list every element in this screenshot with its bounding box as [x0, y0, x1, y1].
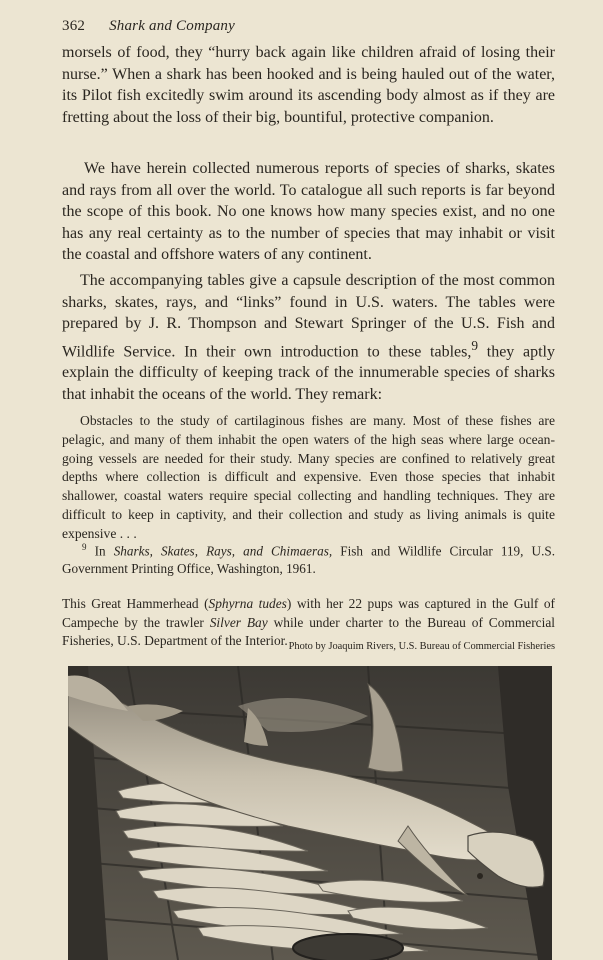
caption-part1: This Great Hammerhead (	[62, 596, 209, 611]
caption-vessel: Silver Bay	[209, 614, 268, 630]
page-number: 362	[62, 18, 86, 34]
caption-part2: ) with her 22 pups was captured in the Gulf of Campeche by the trawler	[62, 596, 556, 630]
photo-credit: Photo by Joaquim Rivers, U.S. Bureau of Commercial Fisheries	[288, 641, 555, 652]
footnote-rest: Fish and Wildlife Circular 119, U.S. Government Printing Office, Washington, 1961.	[62, 543, 556, 577]
footnote	[62, 538, 555, 578]
paragraph-pilot-fish: morsels of food, they “hurry back again like children afraid of losing their nurse.” When a shark has been hooked and is being hauled out of the water, its Pilot fish excitedly swim around its ascending body almost as if they are fretting about the loss of their big, bountiful, protective companion.	[62, 44, 555, 126]
footnote-reference: 9	[471, 337, 479, 353]
paragraph-tables-intro	[62, 270, 555, 405]
running-title: Shark and Company	[109, 18, 235, 34]
caption-species: Sphyrna tudes	[208, 596, 287, 611]
block-quote: Obstacles to the study of cartilaginous fishes are many. Most of these fishes are pelagic, and many of them inhabit the open waters of the high seas where large ocean-going vessels are needed for their study. Many species are confined to relatively great depths where collection is difficult and expensive. Even those species that inhabit shallower, coastal waters require special collecting and handling techniques. They are difficult to keep in captivity, and their collection and study as living animals is quite expensive . . .	[62, 413, 555, 541]
paragraph-tables-intro-rest: they aptly explain the difficulty of keeping track of the innumerable species of sharks that inhabit the oceans of the world. They remark:	[62, 342, 556, 403]
paragraph-tables-intro-text: The accompanying tables give a capsule description of the most common sharks, skates, rays, and “links” found in U.S. waters. The tables were prepared by J. R. Thompson and Stewart Springer of the U.S. Fish and Wildlife Service. In their own introduction to these tables,	[62, 272, 555, 360]
hammerhead-photo-image	[68, 666, 552, 960]
caption-part3: while under charter to the Bureau of Commercial Fisheries, U.S. Department of the Interior.	[62, 614, 555, 649]
running-head	[62, 18, 235, 35]
paragraph-species-reports: We have herein collected numerous reports of species of sharks, skates and rays from all over the world. To catalogue all such reports is far beyond the scope of this book. No one knows how many species exist, and no one has any real certainty as to the number of species that may inhabit or visit the coastal and offshore waters of any continent.	[62, 160, 555, 263]
footnote-marker: 9	[82, 542, 87, 552]
footnote-lead: In	[86, 543, 114, 559]
hammerhead-photo	[68, 666, 552, 960]
footnote-title: Sharks, Skates, Rays, and Chimaeras,	[113, 543, 333, 559]
